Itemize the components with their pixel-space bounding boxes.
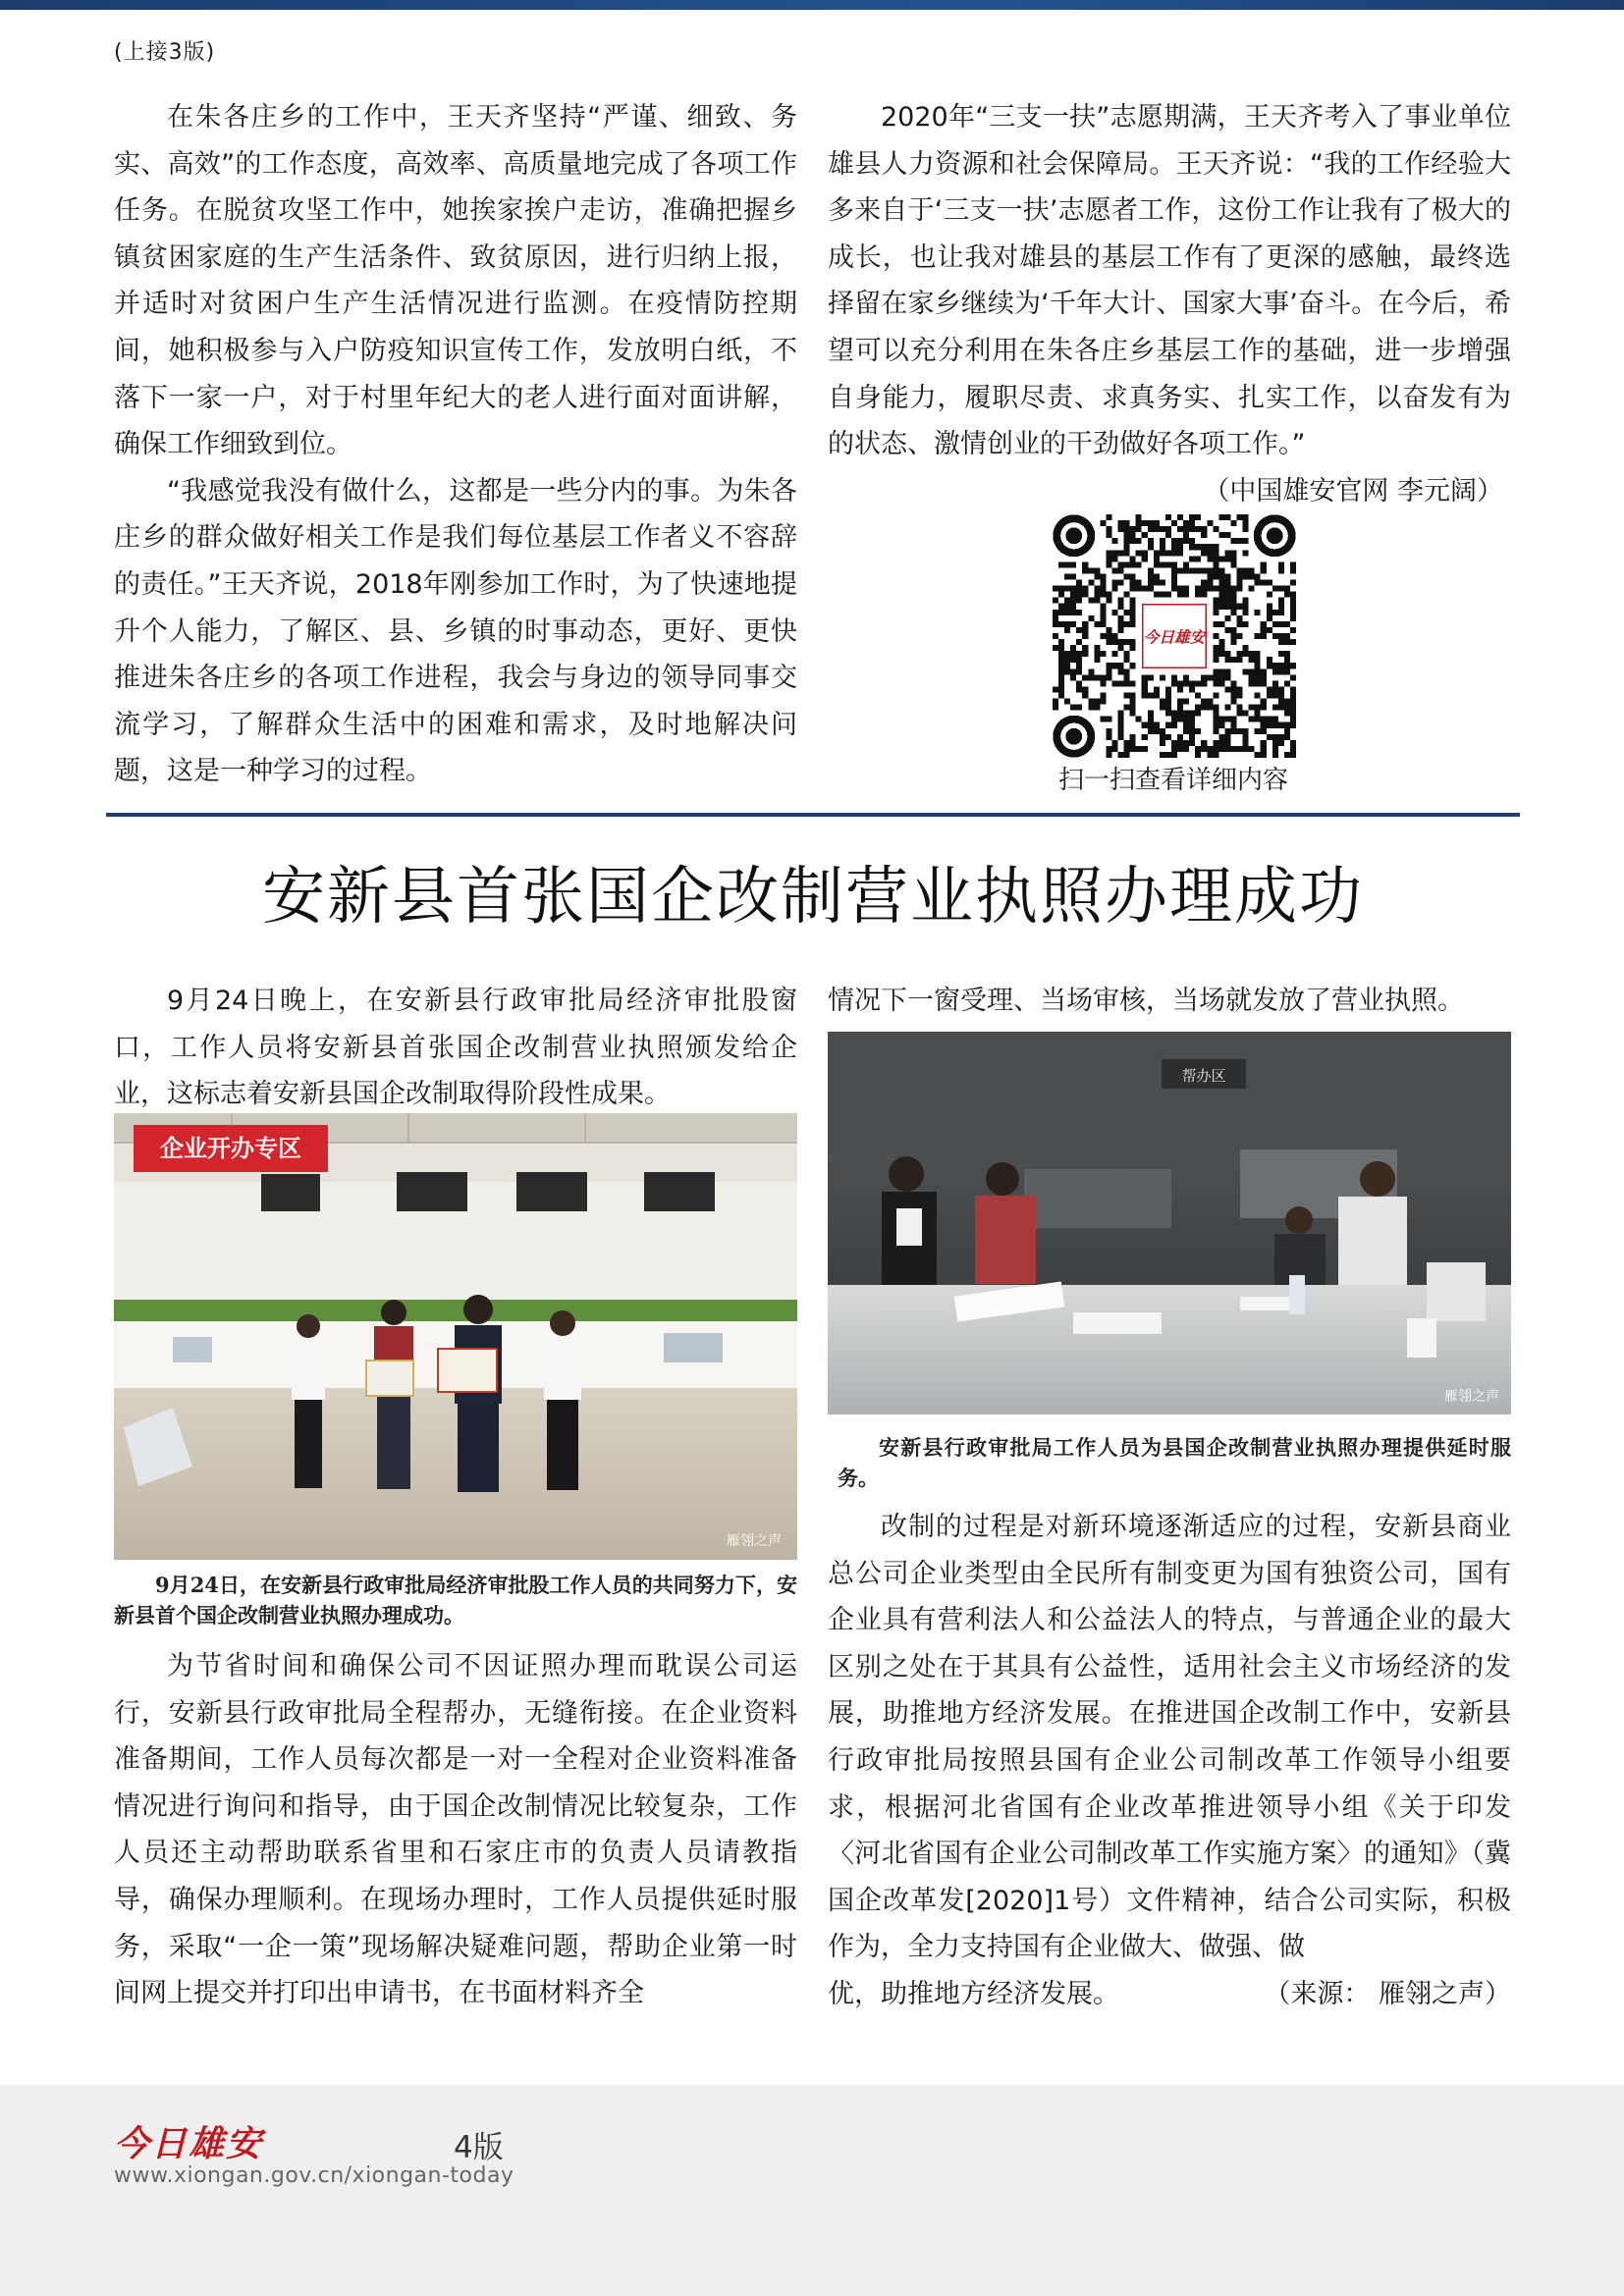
- photo-image: [114, 1113, 797, 1560]
- publication-logo: 今日雄安: [114, 2123, 264, 2164]
- photo-image: [828, 1032, 1511, 1415]
- paragraph-end: 优，助推地方经济发展。: [828, 1978, 1119, 2009]
- photo-sign-text: 企业开办专区: [160, 1136, 301, 1162]
- article2-body-left: [114, 1643, 797, 2017]
- photo-watermark: 雁翎之声: [1444, 1388, 1499, 1404]
- photo-license-ceremony: [114, 1113, 797, 1560]
- qr-code[interactable]: [1053, 514, 1296, 758]
- article2-headline: 安新县首张国企改制营业执照办理成功: [262, 861, 1364, 934]
- article2-last-line: [828, 1971, 1511, 2018]
- article2-body-right: [828, 1504, 1511, 2018]
- paragraph: 为节省时间和确保公司不因证照办理而耽误公司运行，安新县行政审批局全程帮办，无缝衔接。在企业资料准备期间，工作人员每次都是一对一全程对企业资料准备情况进行询问和指导，由于国企改制情况比较复杂，工作人员还主动帮助联系省里和石家庄市的负责人员请教指导，确保办理顺利。在现场办理时，工作人员提供延时服务，采取“一企一策”现场解决疑难问题，帮助企业第一时间网上提交并打印出申请书，在书面材料齐全: [114, 1651, 797, 2009]
- article1-right-column: [828, 94, 1511, 514]
- photo-sign-text: 帮办区: [1181, 1068, 1226, 1085]
- photo-extended-service: [828, 1032, 1511, 1415]
- paragraph: 在朱各庄乡的工作中，王天齐坚持“严谨、细致、务实、高效”的工作态度，高效率、高质量地完成了各项工作任务。在脱贫攻坚工作中，她挨家挨户走访，准确把握乡镇贫困家庭的生产生活条件、致贫原因，进行归纳上报，并适时对贫困户生产生活情况进行监测。在疫情防控期间，她积极参与入户防疫知识宣传工作，发放明白纸，不落下一家一户，对于村里年纪大的老人进行面对面讲解，确保工作细致到位。: [114, 102, 797, 460]
- article1-source: （中国雄安官网 李元阔）: [1203, 475, 1503, 507]
- paragraph: 9月24日晚上，在安新县行政审批局经济审批股窗口，工作人员将安新县首张国企改制营业执照颁发给企业，这标志着安新县国企改制取得阶段性成果。: [114, 986, 797, 1110]
- continued-note: (上接3版): [114, 40, 216, 65]
- photo-watermark: 雁翎之声: [727, 1532, 782, 1548]
- photo2-caption: 安新县行政审批局工作人员为县国企改制营业执照办理提供延时服务。: [838, 1435, 1511, 1490]
- paragraph: 情况下一窗受理、当场审核，当场就发放了营业执照。: [828, 986, 1464, 1016]
- article2-intro: [114, 978, 797, 1118]
- article2-right-top: [828, 978, 1511, 1025]
- paragraph: 改制的过程是对新环境逐渐适应的过程，安新县商业总公司企业类型由全民所有制变更为国有独资公司，国有企业具有营利法人和公益法人的特点，与普通企业的最大区别之处在于其具有公益性，适用社会主义市场经济的发展，助推地方经济发展。在推进国企改制工作中，安新县行政审批局按照县国有企业公司制改革工作领导小组要求，根据河北省国有企业改革推进领导小组《关于印发〈河北省国有企业公司制改革工作实施方案〉的通知》（冀国企改革发[2020]1号）文件精神，结合公司实际，积极作为，全力支持国有企业做大、做强、做: [828, 1512, 1511, 1963]
- photo1-caption: 9月24日，在安新县行政审批局经济审批股工作人员的共同努力下，安新县首个国企改制营业执照办理成功。: [114, 1573, 797, 1628]
- paragraph: “我感觉我没有做什么，这都是一些分内的事。为朱各庄乡的群众做好相关工作是我们每位基层工作者义不容辞的责任。”王天齐说，2018年刚参加工作时，为了快速地提升个人能力，了解区、县、乡镇的时事动态，更好、更快推进朱各庄乡的各项工作进程，我会与身边的领导同事交流学习，了解群众生活中的困难和需求，及时地解决问题，这是一种学习的过程。: [114, 475, 797, 787]
- top-banner-bar: [0, 0, 1624, 10]
- section-divider: [106, 813, 1520, 817]
- article2-source: （来源： 雁翎之声）: [1264, 1978, 1511, 2009]
- paragraph: 2020年“三支一扶”志愿期满，王天齐考入了事业单位雄县人力资源和社会保障局。王天齐说：“我的工作经验大多来自于‘三支一扶’志愿者工作，这份工作让我有了极大的成长，也让我对雄县的基层工作有了更深的感触，最终选择留在家乡继续为‘千年大计、国家大事’奋斗。在今后，希望可以充分利用在朱各庄乡基层工作的基础，进一步增强自身能力，履职尽责、求真务实、扎实工作，以奋发有为的状态、激情创业的干劲做好各项工作。”: [828, 102, 1511, 460]
- article1-left-column: [114, 94, 797, 795]
- qr-logo-text: 今日雄安: [1143, 627, 1206, 647]
- page-number: 4版: [454, 2130, 504, 2165]
- qr-caption: 扫一扫查看详细内容: [1057, 766, 1288, 795]
- qr-code-image: [1053, 514, 1296, 758]
- footer-url[interactable]: www.xiongan.gov.cn/xiongan-today: [114, 2163, 514, 2188]
